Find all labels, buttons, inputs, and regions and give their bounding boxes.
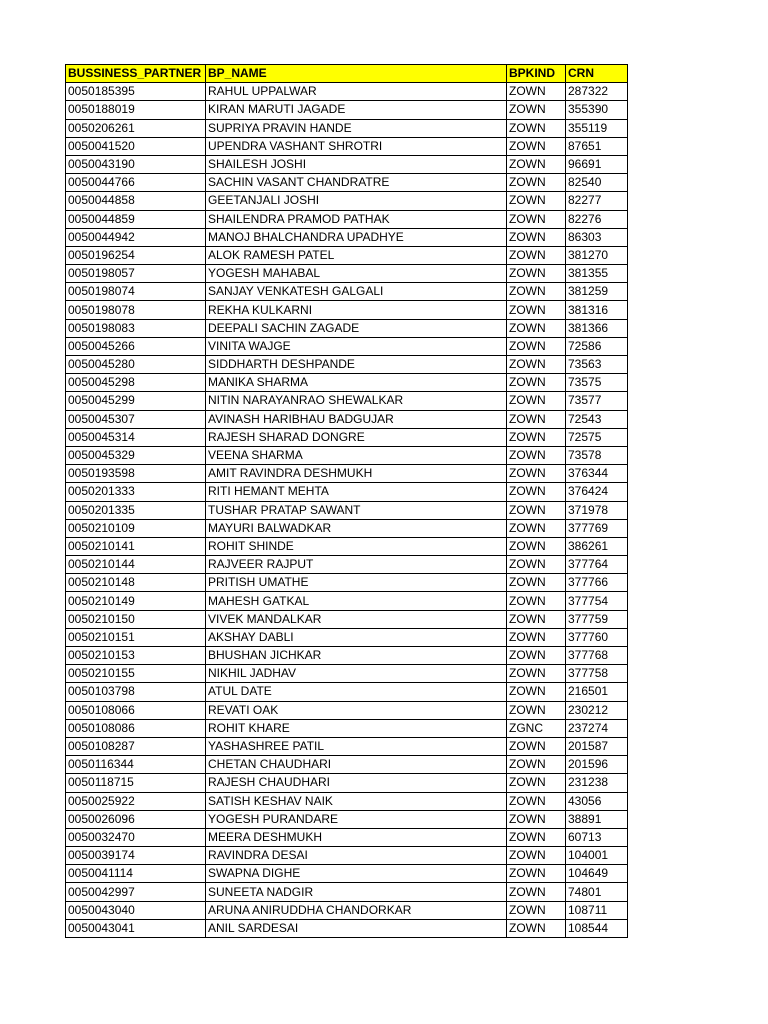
business-partner-cell[interactable]: 0050026096	[66, 810, 206, 828]
bp-name-cell[interactable]: YOGESH MAHABAL	[206, 265, 507, 283]
business-partner-cell[interactable]: 0050045266	[66, 337, 206, 355]
crn-cell[interactable]: 376344	[566, 465, 628, 483]
table-row	[66, 265, 628, 283]
table-row	[66, 428, 628, 446]
crn-cell[interactable]: 73578	[566, 446, 628, 464]
crn-cell[interactable]: 377764	[566, 556, 628, 574]
table-row	[66, 756, 628, 774]
bp-name-cell[interactable]: RAJESH SHARAD DONGRE	[206, 428, 507, 446]
business-partner-cell[interactable]: 0050043190	[66, 155, 206, 173]
bp-name-cell[interactable]: RAJESH CHAUDHARI	[206, 774, 507, 792]
bpkind-cell[interactable]: ZOWN	[507, 683, 566, 701]
crn-cell[interactable]: 104001	[566, 847, 628, 865]
table-row	[66, 592, 628, 610]
business-partner-cell[interactable]: 0050045329	[66, 446, 206, 464]
business-partner-cell[interactable]: 0050045298	[66, 374, 206, 392]
bp-name-cell[interactable]: ANIL SARDESAI	[206, 919, 507, 937]
bp-name-cell[interactable]: CHETAN CHAUDHARI	[206, 756, 507, 774]
table-row	[66, 610, 628, 628]
bp-name-cell[interactable]: AVINASH HARIBHAU BADGUJAR	[206, 410, 507, 428]
table-row	[66, 701, 628, 719]
bp-name-cell[interactable]: SWAPNA DIGHE	[206, 865, 507, 883]
business-partner-cell[interactable]: 0050108287	[66, 737, 206, 755]
business-partner-cell[interactable]: 0050041520	[66, 137, 206, 155]
business-partner-cell[interactable]: 0050198057	[66, 265, 206, 283]
business-partner-cell[interactable]: 0050210109	[66, 519, 206, 537]
bp-name-cell[interactable]: VEENA SHARMA	[206, 446, 507, 464]
bpkind-cell[interactable]: ZOWN	[507, 283, 566, 301]
bpkind-cell[interactable]: ZOWN	[507, 756, 566, 774]
bp-name-cell[interactable]: KIRAN MARUTI JAGADE	[206, 101, 507, 119]
crn-cell[interactable]: 377769	[566, 519, 628, 537]
table-row	[66, 283, 628, 301]
bpkind-cell[interactable]: ZOWN	[507, 428, 566, 446]
bp-name-cell[interactable]: ROHIT SHINDE	[206, 537, 507, 555]
crn-cell[interactable]: 73575	[566, 374, 628, 392]
bpkind-cell[interactable]: ZOWN	[507, 828, 566, 846]
bpkind-cell[interactable]: ZOWN	[507, 647, 566, 665]
crn-cell[interactable]: 381355	[566, 265, 628, 283]
business-partner-cell[interactable]: 0050103798	[66, 683, 206, 701]
column-header-crn[interactable]: CRN	[566, 65, 628, 83]
bpkind-cell[interactable]: ZOWN	[507, 192, 566, 210]
bp-name-cell[interactable]: MEERA DESHMUKH	[206, 828, 507, 846]
crn-cell[interactable]: 82540	[566, 174, 628, 192]
table-row	[66, 883, 628, 901]
business-partner-cell[interactable]: 0050198078	[66, 301, 206, 319]
bp-name-cell[interactable]: UPENDRA VASHANT SHROTRI	[206, 137, 507, 155]
crn-cell[interactable]: 381316	[566, 301, 628, 319]
table-row	[66, 537, 628, 555]
crn-cell[interactable]: 201587	[566, 737, 628, 755]
business-partner-cell[interactable]: 0050045280	[66, 356, 206, 374]
business-partner-cell[interactable]: 0050116344	[66, 756, 206, 774]
table-row	[66, 392, 628, 410]
bp-name-cell[interactable]: PRITISH UMATHE	[206, 574, 507, 592]
table-row	[66, 155, 628, 173]
business-partner-cell[interactable]: 0050210149	[66, 592, 206, 610]
business-partner-cell[interactable]: 0050185395	[66, 83, 206, 101]
business-partner-cell[interactable]: 0050025922	[66, 792, 206, 810]
table-row	[66, 137, 628, 155]
business-partner-cell[interactable]: 0050108086	[66, 719, 206, 737]
bpkind-cell[interactable]: ZOWN	[507, 228, 566, 246]
bp-name-cell[interactable]: AKSHAY DABLI	[206, 628, 507, 646]
table-row	[66, 228, 628, 246]
table-row	[66, 356, 628, 374]
header-row	[66, 65, 628, 83]
crn-cell[interactable]: 237274	[566, 719, 628, 737]
business-partner-cell[interactable]: 0050201333	[66, 483, 206, 501]
crn-cell[interactable]: 381366	[566, 319, 628, 337]
bpkind-cell[interactable]: ZOWN	[507, 392, 566, 410]
bpkind-cell[interactable]: ZOWN	[507, 901, 566, 919]
bpkind-cell[interactable]: ZOWN	[507, 119, 566, 137]
table-row	[66, 301, 628, 319]
crn-cell[interactable]: 60713	[566, 828, 628, 846]
crn-cell[interactable]: 377754	[566, 592, 628, 610]
table-row	[66, 246, 628, 264]
bpkind-cell[interactable]: ZOWN	[507, 792, 566, 810]
crn-cell[interactable]: 87651	[566, 137, 628, 155]
table-row	[66, 647, 628, 665]
crn-cell[interactable]: 230212	[566, 701, 628, 719]
bpkind-cell[interactable]: ZOWN	[507, 610, 566, 628]
bpkind-cell[interactable]: ZOWN	[507, 501, 566, 519]
business-partner-cell[interactable]: 0050210153	[66, 647, 206, 665]
table-row	[66, 101, 628, 119]
bp-name-cell[interactable]: NITIN NARAYANRAO SHEWALKAR	[206, 392, 507, 410]
business-partner-cell[interactable]: 0050045307	[66, 410, 206, 428]
column-header-bpkind[interactable]: BPKIND	[507, 65, 566, 83]
bpkind-cell[interactable]: ZOWN	[507, 865, 566, 883]
bp-name-cell[interactable]: ATUL DATE	[206, 683, 507, 701]
bpkind-cell[interactable]: ZOWN	[507, 101, 566, 119]
business-partner-cell[interactable]: 0050210148	[66, 574, 206, 592]
table-row	[66, 901, 628, 919]
crn-cell[interactable]: 43056	[566, 792, 628, 810]
bp-name-cell[interactable]: BHUSHAN JICHKAR	[206, 647, 507, 665]
table-row	[66, 410, 628, 428]
business-partner-cell[interactable]: 0050118715	[66, 774, 206, 792]
bpkind-cell[interactable]: ZOWN	[507, 810, 566, 828]
crn-cell[interactable]: 355119	[566, 119, 628, 137]
table-row	[66, 737, 628, 755]
table-row	[66, 83, 628, 101]
crn-cell[interactable]: 377759	[566, 610, 628, 628]
bp-name-cell[interactable]: GEETANJALI JOSHI	[206, 192, 507, 210]
business-partner-cell[interactable]: 0050043040	[66, 901, 206, 919]
crn-cell[interactable]: 96691	[566, 155, 628, 173]
bp-name-cell[interactable]: ALOK RAMESH PATEL	[206, 246, 507, 264]
bp-name-cell[interactable]: VINITA WAJGE	[206, 337, 507, 355]
bpkind-cell[interactable]: ZOWN	[507, 155, 566, 173]
table-row	[66, 501, 628, 519]
bp-name-cell[interactable]: SUPRIYA PRAVIN HANDE	[206, 119, 507, 137]
bpkind-cell[interactable]: ZOWN	[507, 83, 566, 101]
crn-cell[interactable]: 82277	[566, 192, 628, 210]
bp-name-cell[interactable]: REVATI OAK	[206, 701, 507, 719]
business-partner-cell[interactable]: 0050210150	[66, 610, 206, 628]
table-row	[66, 192, 628, 210]
business-partner-cell[interactable]: 0050041114	[66, 865, 206, 883]
bp-name-cell[interactable]: RAJVEER RAJPUT	[206, 556, 507, 574]
crn-cell[interactable]: 216501	[566, 683, 628, 701]
bp-name-cell[interactable]: SUNEETA NADGIR	[206, 883, 507, 901]
table-row	[66, 519, 628, 537]
bpkind-cell[interactable]: ZOWN	[507, 556, 566, 574]
bp-name-cell[interactable]: ROHIT KHARE	[206, 719, 507, 737]
bpkind-cell[interactable]: ZOWN	[507, 574, 566, 592]
business-partner-cell[interactable]: 0050201335	[66, 501, 206, 519]
bpkind-cell[interactable]: ZOWN	[507, 701, 566, 719]
spreadsheet-table	[65, 64, 628, 938]
bpkind-cell[interactable]: ZOWN	[507, 592, 566, 610]
bpkind-cell[interactable]: ZOWN	[507, 337, 566, 355]
column-header-bp-name[interactable]: BP_NAME	[206, 65, 507, 83]
business-partner-cell[interactable]: 0050044859	[66, 210, 206, 228]
business-partner-cell[interactable]: 0050108066	[66, 701, 206, 719]
bp-name-cell[interactable]: SATISH KESHAV NAIK	[206, 792, 507, 810]
table-row	[66, 919, 628, 937]
table-row	[66, 865, 628, 883]
bpkind-cell[interactable]: ZOWN	[507, 665, 566, 683]
crn-cell[interactable]: 108544	[566, 919, 628, 937]
crn-cell[interactable]: 86303	[566, 228, 628, 246]
bpkind-cell[interactable]: ZOWN	[507, 483, 566, 501]
crn-cell[interactable]: 73577	[566, 392, 628, 410]
bpkind-cell[interactable]: ZOWN	[507, 374, 566, 392]
business-partner-cell[interactable]: 0050044942	[66, 228, 206, 246]
business-partner-cell[interactable]: 0050210144	[66, 556, 206, 574]
bp-name-cell[interactable]: RAHUL UPPALWAR	[206, 83, 507, 101]
table-row	[66, 810, 628, 828]
crn-cell[interactable]: 381259	[566, 283, 628, 301]
bpkind-cell[interactable]: ZOWN	[507, 246, 566, 264]
business-partner-cell[interactable]: 0050043041	[66, 919, 206, 937]
bpkind-cell[interactable]: ZOWN	[507, 319, 566, 337]
business-partner-cell[interactable]: 0050210141	[66, 537, 206, 555]
table-row	[66, 374, 628, 392]
bpkind-cell[interactable]: ZOWN	[507, 883, 566, 901]
crn-cell[interactable]: 371978	[566, 501, 628, 519]
bp-name-cell[interactable]: MAHESH GATKAL	[206, 592, 507, 610]
table-row	[66, 556, 628, 574]
bp-name-cell[interactable]: MANIKA SHARMA	[206, 374, 507, 392]
business-partner-cell[interactable]: 0050045314	[66, 428, 206, 446]
bpkind-cell[interactable]: ZOWN	[507, 774, 566, 792]
bp-name-cell[interactable]: YASHASHREE PATIL	[206, 737, 507, 755]
bp-name-cell[interactable]: SHAILESH JOSHI	[206, 155, 507, 173]
business-partner-cell[interactable]: 0050044858	[66, 192, 206, 210]
table-body	[66, 83, 628, 938]
table-row	[66, 628, 628, 646]
bp-name-cell[interactable]: DEEPALI SACHIN ZAGADE	[206, 319, 507, 337]
bp-name-cell[interactable]: RITI HEMANT MEHTA	[206, 483, 507, 501]
bp-name-cell[interactable]: TUSHAR PRATAP SAWANT	[206, 501, 507, 519]
crn-cell[interactable]: 72575	[566, 428, 628, 446]
crn-cell[interactable]: 355390	[566, 101, 628, 119]
bpkind-cell[interactable]: ZOWN	[507, 537, 566, 555]
table-row	[66, 792, 628, 810]
crn-cell[interactable]: 377760	[566, 628, 628, 646]
table-row	[66, 828, 628, 846]
business-partner-cell[interactable]: 0050196254	[66, 246, 206, 264]
crn-cell[interactable]: 73563	[566, 356, 628, 374]
business-partner-cell[interactable]: 0050210151	[66, 628, 206, 646]
table-row	[66, 774, 628, 792]
bpkind-cell[interactable]: ZOWN	[507, 174, 566, 192]
bp-name-cell[interactable]: SANJAY VENKATESH GALGALI	[206, 283, 507, 301]
crn-cell[interactable]: 72543	[566, 410, 628, 428]
table-row	[66, 719, 628, 737]
table-row	[66, 319, 628, 337]
bpkind-cell[interactable]: ZOWN	[507, 519, 566, 537]
table-row	[66, 446, 628, 464]
bp-name-cell[interactable]: REKHA KULKARNI	[206, 301, 507, 319]
crn-cell[interactable]: 386261	[566, 537, 628, 555]
table-row	[66, 847, 628, 865]
crn-cell[interactable]: 38891	[566, 810, 628, 828]
business-partner-cell[interactable]: 0050039174	[66, 847, 206, 865]
table-row	[66, 465, 628, 483]
bp-name-cell[interactable]: YOGESH PURANDARE	[206, 810, 507, 828]
table-row	[66, 174, 628, 192]
bp-name-cell[interactable]: SHAILENDRA PRAMOD PATHAK	[206, 210, 507, 228]
bp-name-cell[interactable]: SACHIN VASANT CHANDRATRE	[206, 174, 507, 192]
business-partner-cell[interactable]: 0050188019	[66, 101, 206, 119]
business-partner-cell[interactable]: 0050198083	[66, 319, 206, 337]
column-header-business-partner[interactable]: BUSSINESS_PARTNER	[66, 65, 206, 83]
business-partner-cell[interactable]: 0050042997	[66, 883, 206, 901]
crn-cell[interactable]: 377766	[566, 574, 628, 592]
crn-cell[interactable]: 82276	[566, 210, 628, 228]
crn-cell[interactable]: 74801	[566, 883, 628, 901]
crn-cell[interactable]: 376424	[566, 483, 628, 501]
table-row	[66, 483, 628, 501]
business-partner-cell[interactable]: 0050210155	[66, 665, 206, 683]
bp-name-cell[interactable]: VIVEK MANDALKAR	[206, 610, 507, 628]
table-row	[66, 665, 628, 683]
bp-name-cell[interactable]: ARUNA ANIRUDDHA CHANDORKAR	[206, 901, 507, 919]
crn-cell[interactable]: 201596	[566, 756, 628, 774]
bpkind-cell[interactable]: ZOWN	[507, 919, 566, 937]
business-partner-cell[interactable]: 0050206261	[66, 119, 206, 137]
bp-name-cell[interactable]: AMIT RAVINDRA DESHMUKH	[206, 465, 507, 483]
crn-cell[interactable]: 104649	[566, 865, 628, 883]
crn-cell[interactable]: 377768	[566, 647, 628, 665]
table-row	[66, 119, 628, 137]
bpkind-cell[interactable]: ZGNC	[507, 719, 566, 737]
crn-cell[interactable]: 72586	[566, 337, 628, 355]
crn-cell[interactable]: 231238	[566, 774, 628, 792]
bp-name-cell[interactable]: MAYURI BALWADKAR	[206, 519, 507, 537]
business-partner-cell[interactable]: 0050044766	[66, 174, 206, 192]
bpkind-cell[interactable]: ZOWN	[507, 410, 566, 428]
bpkind-cell[interactable]: ZOWN	[507, 847, 566, 865]
bpkind-cell[interactable]: ZOWN	[507, 137, 566, 155]
bpkind-cell[interactable]: ZOWN	[507, 301, 566, 319]
business-partner-cell[interactable]: 0050045299	[66, 392, 206, 410]
crn-cell[interactable]: 108711	[566, 901, 628, 919]
business-partner-cell[interactable]: 0050032470	[66, 828, 206, 846]
table-row	[66, 574, 628, 592]
business-partner-cell[interactable]: 0050198074	[66, 283, 206, 301]
bpkind-cell[interactable]: ZOWN	[507, 265, 566, 283]
crn-cell[interactable]: 381270	[566, 246, 628, 264]
crn-cell[interactable]: 287322	[566, 83, 628, 101]
business-partner-cell[interactable]: 0050193598	[66, 465, 206, 483]
bpkind-cell[interactable]: ZOWN	[507, 737, 566, 755]
table-row	[66, 337, 628, 355]
table-row	[66, 210, 628, 228]
bp-name-cell[interactable]: SIDDHARTH DESHPANDE	[206, 356, 507, 374]
bp-name-cell[interactable]: MANOJ BHALCHANDRA UPADHYE	[206, 228, 507, 246]
bpkind-cell[interactable]: ZOWN	[507, 356, 566, 374]
crn-cell[interactable]: 377758	[566, 665, 628, 683]
bpkind-cell[interactable]: ZOWN	[507, 465, 566, 483]
bp-name-cell[interactable]: NIKHIL JADHAV	[206, 665, 507, 683]
bp-name-cell[interactable]: RAVINDRA DESAI	[206, 847, 507, 865]
bpkind-cell[interactable]: ZOWN	[507, 210, 566, 228]
bpkind-cell[interactable]: ZOWN	[507, 446, 566, 464]
bpkind-cell[interactable]: ZOWN	[507, 628, 566, 646]
table-row	[66, 683, 628, 701]
